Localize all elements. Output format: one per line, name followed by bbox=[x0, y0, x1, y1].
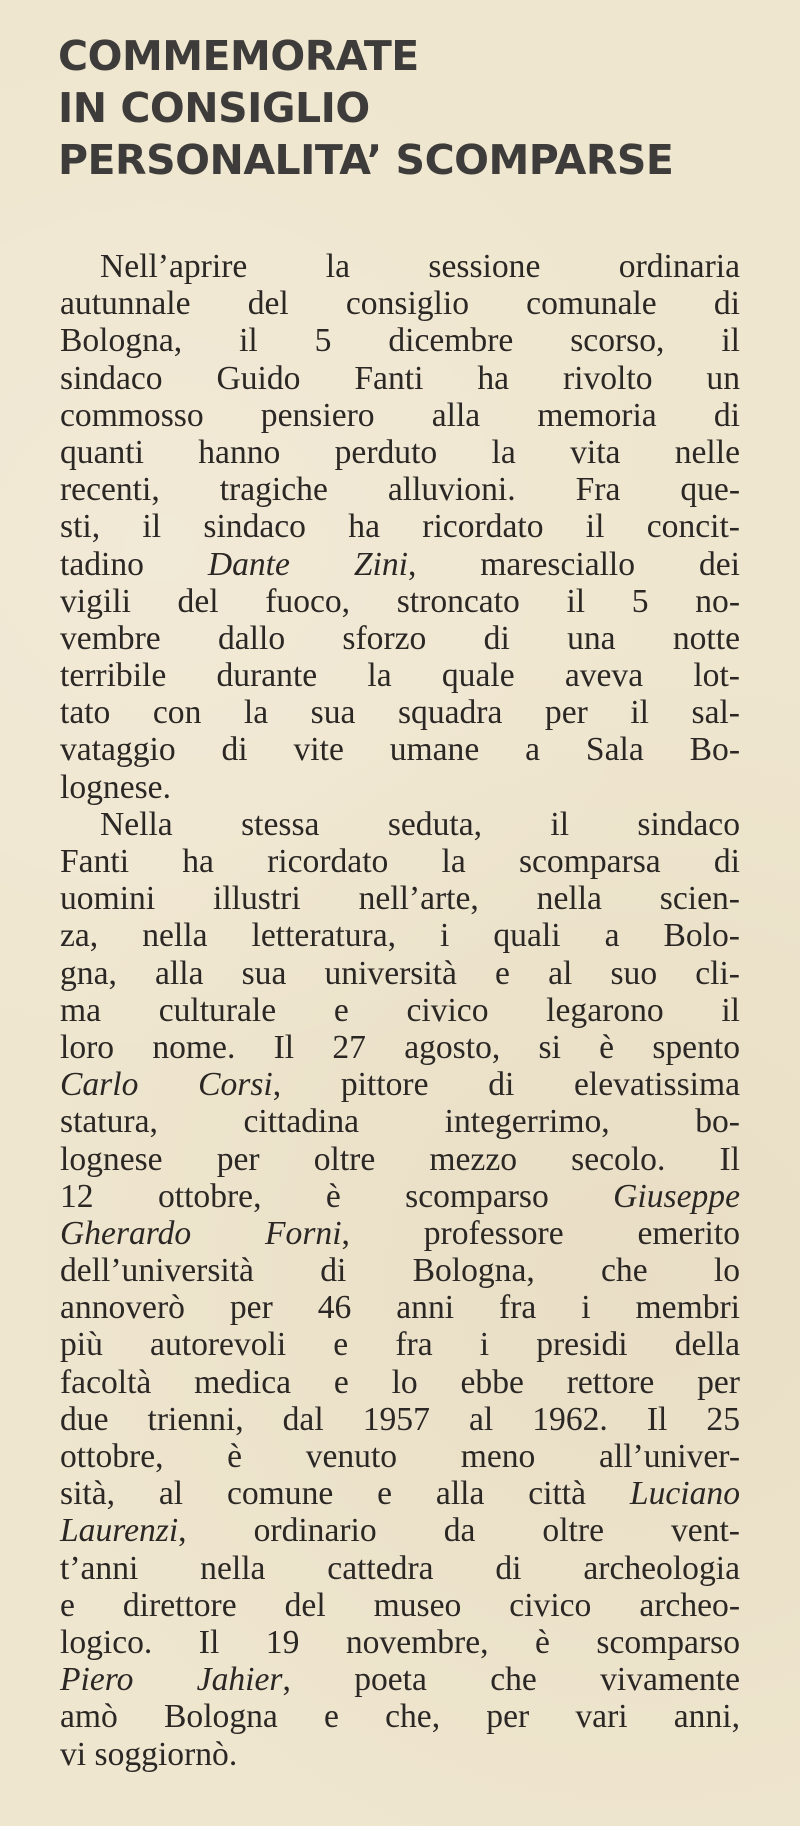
article-line: amò Bologna e che, per vari anni, bbox=[60, 1698, 740, 1736]
article-line bbox=[60, 546, 740, 583]
article-line: lognese per oltre mezzo secolo. Il bbox=[60, 1140, 740, 1178]
person-name: Giuseppe bbox=[613, 1177, 740, 1215]
text-segment: , poeta che vivamente bbox=[282, 1661, 741, 1699]
article-line: gna, alla sua università e al suo cli- bbox=[60, 954, 740, 992]
article-line: due trienni, dal 1957 al 1962. Il 25 bbox=[60, 1400, 740, 1438]
article-line: dell’università di Bologna, che lo bbox=[60, 1252, 740, 1290]
article-line: autunnale del consiglio comunale di bbox=[60, 285, 740, 323]
person-name: Gherardo Forni bbox=[60, 1214, 342, 1252]
headline-line: IN CONSIGLIO bbox=[58, 84, 370, 132]
article-line: Nell’aprire la sessione ordinaria bbox=[100, 248, 740, 285]
article-line: commosso pensiero alla memoria di bbox=[60, 396, 740, 434]
headline-line: COMMEMORATE bbox=[58, 32, 419, 80]
article-line: Fanti ha ricordato la scomparsa di bbox=[60, 843, 740, 880]
text-segment: , maresciallo dei bbox=[407, 545, 740, 583]
article-line: vigili del fuoco, stroncato il 5 no- bbox=[60, 582, 740, 620]
text-segment: 12 ottobre, è scomparso bbox=[60, 1177, 614, 1215]
article-line: t’anni nella cattedra di archeologia bbox=[60, 1549, 740, 1587]
article-line: annoverò per 46 anni fra i membri bbox=[60, 1289, 740, 1327]
article-line bbox=[60, 1178, 740, 1215]
article-line: e direttore del museo civico archeo- bbox=[60, 1586, 740, 1624]
article-line: sti, il sindaco ha ricordato il concit- bbox=[60, 508, 740, 546]
article-line: uomini illustri nell’arte, nella scien- bbox=[60, 880, 740, 918]
article-headline bbox=[58, 30, 758, 186]
article-line: facoltà medica e lo ebbe rettore per bbox=[60, 1363, 740, 1401]
article-line bbox=[60, 1475, 740, 1512]
article-line: Nella stessa seduta, il sindaco bbox=[100, 805, 740, 843]
article-body bbox=[60, 248, 740, 1773]
text-segment: , professore emerito bbox=[341, 1214, 741, 1252]
article-line: vembre dallo sforzo di una notte bbox=[60, 619, 740, 657]
text-segment: , pittore di elevatissima bbox=[272, 1066, 740, 1104]
article-line: recenti, tragiche alluvioni. Fra que- bbox=[60, 471, 740, 509]
article-line bbox=[60, 1215, 740, 1252]
article-line: statura, cittadina integerrimo, bo- bbox=[60, 1103, 740, 1141]
person-name: Dante Zini bbox=[207, 545, 408, 583]
article-line: vi soggiornò. bbox=[60, 1735, 238, 1773]
text-segment: tadino bbox=[60, 545, 208, 583]
article-line: quanti hanno perduto la vita nelle bbox=[60, 433, 740, 471]
article-line: za, nella letteratura, i quali a Bolo- bbox=[60, 917, 740, 955]
person-name: Luciano bbox=[629, 1475, 740, 1513]
article-line: Bologna, il 5 dicembre scorso, il bbox=[60, 322, 740, 360]
article-line: terribile durante la quale aveva lot- bbox=[60, 657, 740, 695]
article-line: loro nome. Il 27 agosto, si è spento bbox=[60, 1028, 740, 1066]
article-line: sindaco Guido Fanti ha rivolto un bbox=[60, 359, 740, 397]
article-line: ottobre, è venuto meno all’univer- bbox=[60, 1438, 740, 1475]
person-name: Laurenzi bbox=[60, 1512, 179, 1550]
article-line: logico. Il 19 novembre, è scomparso bbox=[60, 1623, 740, 1661]
article-line bbox=[60, 1066, 740, 1103]
person-name: Carlo Corsi bbox=[60, 1066, 273, 1104]
text-segment: sità, al comune e alla città bbox=[60, 1475, 630, 1513]
article-line: ma culturale e civico legarono il bbox=[60, 991, 740, 1029]
article-line bbox=[60, 1512, 740, 1549]
article-line: lognese. bbox=[60, 768, 171, 806]
article-line: più autorevoli e fra i presidi della bbox=[60, 1326, 740, 1364]
headline-line: PERSONALITA’ SCOMPARSE bbox=[58, 136, 674, 184]
article-line bbox=[60, 1661, 740, 1698]
person-name: Piero Jahier bbox=[60, 1661, 283, 1699]
article-line: tato con la sua squadra per il sal- bbox=[60, 694, 740, 732]
article-line: vataggio di vite umane a Sala Bo- bbox=[60, 731, 740, 769]
text-segment: , ordinario da oltre vent- bbox=[178, 1512, 740, 1550]
